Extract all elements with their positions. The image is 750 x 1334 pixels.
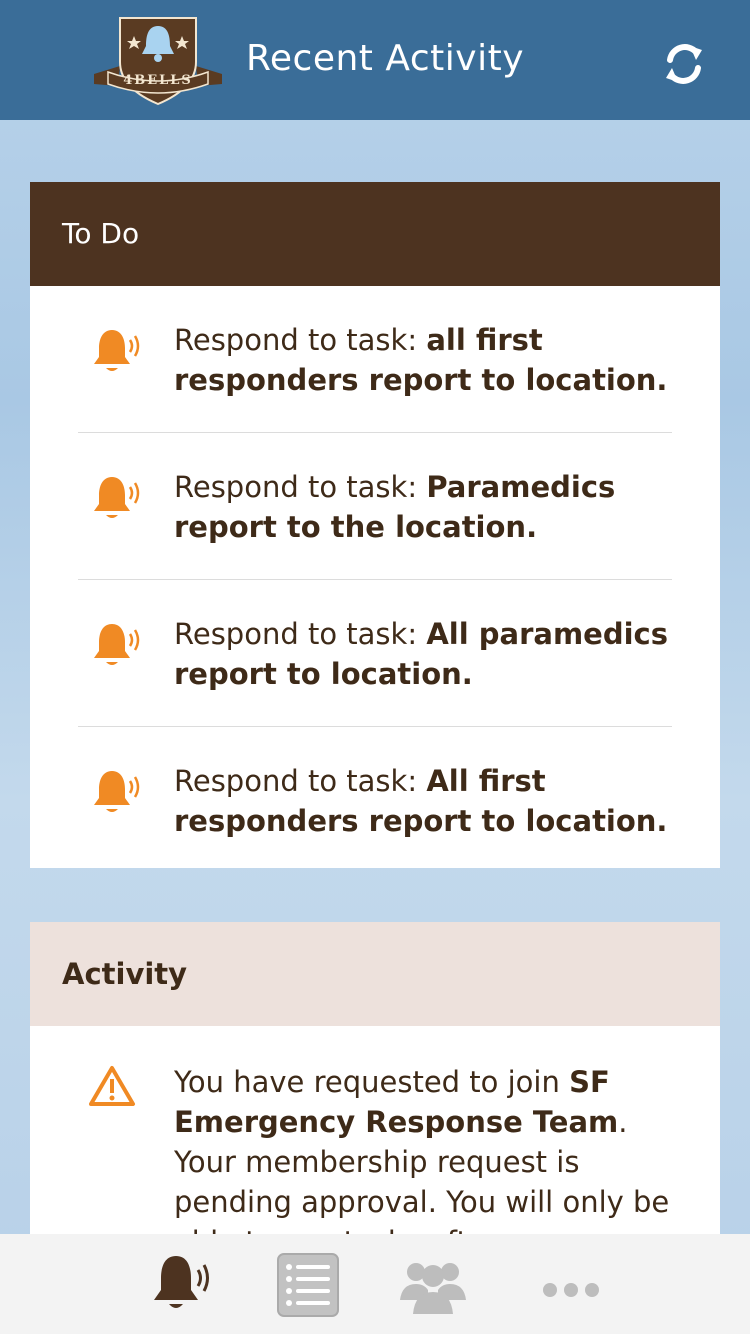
task-text: Respond to task: Paramedics report to the location.	[174, 470, 616, 544]
more-icon[interactable]	[536, 1252, 606, 1318]
bell-icon[interactable]	[146, 1252, 216, 1318]
task-text: Respond to task: All first responders report to location.	[174, 764, 668, 838]
activity-item[interactable]	[30, 1026, 720, 1262]
app-header	[0, 0, 750, 120]
task-text: Respond to task: all first responders report to location.	[174, 323, 668, 397]
alarm-bell-icon	[88, 765, 142, 819]
task-item[interactable]	[78, 286, 672, 433]
alarm-bell-icon	[88, 471, 142, 525]
page-title: Recent Activity	[246, 38, 524, 79]
list-icon[interactable]	[274, 1252, 344, 1318]
activity-card	[30, 922, 720, 1234]
task-item[interactable]	[78, 433, 672, 580]
alarm-bell-icon	[88, 618, 142, 672]
refresh-icon[interactable]	[660, 40, 708, 88]
alarm-bell-icon	[88, 324, 142, 378]
svg-text:4BELLS: 4BELLS	[123, 73, 193, 88]
group-icon[interactable]	[398, 1252, 468, 1318]
4bells-logo	[90, 14, 226, 106]
todo-card	[30, 182, 720, 868]
task-item[interactable]	[78, 580, 672, 727]
task-list	[30, 286, 720, 873]
bottom-tab-bar	[0, 1234, 750, 1334]
warning-icon	[88, 1064, 136, 1108]
task-item[interactable]	[78, 727, 672, 873]
task-text: Respond to task: All paramedics report to location.	[174, 617, 668, 691]
activity-text: You have requested to join SF Emergency Response Team. Your membership request is pending approval. You will only be	[174, 1065, 670, 1219]
activity-heading: Activity	[30, 922, 720, 1026]
todo-heading: To Do	[30, 182, 720, 286]
